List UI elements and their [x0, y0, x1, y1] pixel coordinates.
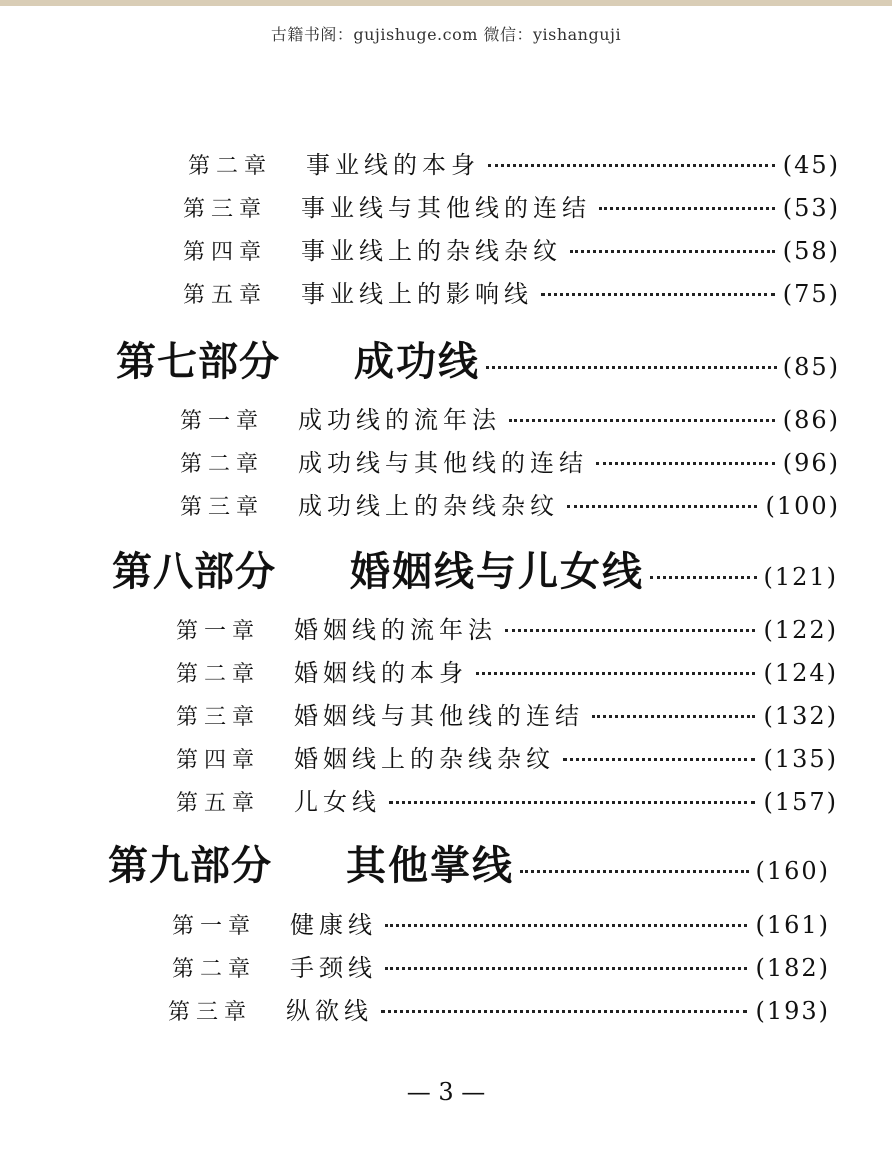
dot-leader [599, 207, 775, 210]
toc-entry [172, 905, 830, 940]
toc-entry [176, 782, 838, 817]
dot-leader [520, 870, 749, 873]
part-title: 其他掌线 [346, 843, 514, 889]
entry-page: (132) [763, 702, 838, 730]
dot-leader [541, 293, 775, 296]
dot-leader [389, 801, 755, 804]
entry-page: (53) [782, 194, 840, 222]
toc-entry [180, 486, 840, 521]
entry-title: 事业线与其他线的连结 [301, 194, 591, 222]
dot-leader [567, 505, 757, 508]
part-page: (160) [755, 857, 830, 885]
entry-title: 事业线上的影响线 [301, 280, 533, 308]
entry-number: 第四章 [183, 240, 268, 265]
entry-page: (96) [782, 449, 840, 477]
toc-entry [176, 739, 838, 774]
entry-page: (135) [763, 745, 838, 773]
entry-page: (75) [782, 280, 840, 308]
dot-leader [505, 629, 755, 632]
entry-number: 第三章 [176, 705, 261, 730]
entry-page: (122) [763, 616, 838, 644]
dot-leader [385, 924, 747, 927]
part-title: 成功线 [354, 339, 480, 385]
entry-page: (193) [755, 997, 830, 1025]
entry-page: (161) [755, 911, 830, 939]
toc-entry [180, 443, 840, 478]
toc-entry [180, 400, 840, 435]
entry-page: (124) [763, 659, 838, 687]
entry-title: 事业线的本身 [306, 151, 480, 179]
entry-number: 第二章 [176, 662, 261, 687]
entry-title: 事业线上的杂线杂纹 [301, 237, 562, 265]
entry-title: 婚姻线上的杂线杂纹 [294, 745, 555, 773]
page-number: — 3 — [406, 1078, 486, 1106]
part-page: (85) [782, 353, 840, 381]
entry-page: (182) [755, 954, 830, 982]
toc-entry [176, 610, 838, 645]
dot-leader [381, 1010, 747, 1013]
entry-number: 第一章 [172, 914, 257, 939]
toc-part-heading [108, 834, 830, 891]
entry-number: 第三章 [180, 495, 265, 520]
toc-entry [172, 948, 830, 983]
part-page: (121) [763, 563, 838, 591]
part-number: 第七部分 [116, 339, 280, 385]
toc-entry [176, 696, 838, 731]
toc-entry [188, 145, 840, 180]
dot-leader [570, 250, 775, 253]
entry-number: 第一章 [180, 409, 265, 434]
part-number: 第八部分 [112, 549, 276, 595]
entry-page: (58) [782, 237, 840, 265]
dot-leader [509, 419, 775, 422]
entry-page: (157) [763, 788, 838, 816]
entry-title: 儿女线 [294, 788, 381, 816]
entry-number: 第五章 [183, 283, 268, 308]
entry-page: (45) [782, 151, 840, 179]
entry-page: (86) [782, 406, 840, 434]
dot-leader [563, 758, 755, 761]
entry-number: 第五章 [176, 791, 261, 816]
watermark-text: 古籍书阁：gujishuge.com 微信：yishanguji [270, 25, 622, 44]
entry-number: 第一章 [176, 619, 261, 644]
entry-number: 第四章 [176, 748, 261, 773]
toc-entry [183, 274, 840, 309]
toc-entry [176, 653, 838, 688]
dot-leader [476, 672, 755, 675]
toc-part-heading [116, 330, 840, 387]
dot-leader [592, 715, 755, 718]
entry-title: 婚姻线的流年法 [294, 616, 497, 644]
entry-title: 婚姻线与其他线的连结 [294, 702, 584, 730]
dot-leader [486, 366, 777, 369]
entry-page: (100) [765, 492, 840, 520]
part-number: 第九部分 [108, 843, 272, 889]
entry-number: 第三章 [168, 1000, 253, 1025]
toc-entry [183, 188, 840, 223]
dot-leader [488, 164, 775, 167]
entry-title: 手颈线 [290, 954, 377, 982]
part-title: 婚姻线与儿女线 [350, 549, 644, 595]
entry-title: 成功线上的杂线杂纹 [298, 492, 559, 520]
entry-title: 成功线的流年法 [298, 406, 501, 434]
entry-title: 纵欲线 [286, 997, 373, 1025]
toc-entry [168, 991, 830, 1026]
entry-title: 婚姻线的本身 [294, 659, 468, 687]
dot-leader [385, 967, 747, 970]
entry-number: 第二章 [188, 154, 273, 179]
dot-leader [596, 462, 775, 465]
entry-number: 第二章 [172, 957, 257, 982]
entry-title: 成功线与其他线的连结 [298, 449, 588, 477]
entry-title: 健康线 [290, 911, 377, 939]
dot-leader [650, 576, 757, 579]
entry-number: 第二章 [180, 452, 265, 477]
toc-part-heading [112, 540, 838, 597]
entry-number: 第三章 [183, 197, 268, 222]
toc-entry [183, 231, 840, 266]
